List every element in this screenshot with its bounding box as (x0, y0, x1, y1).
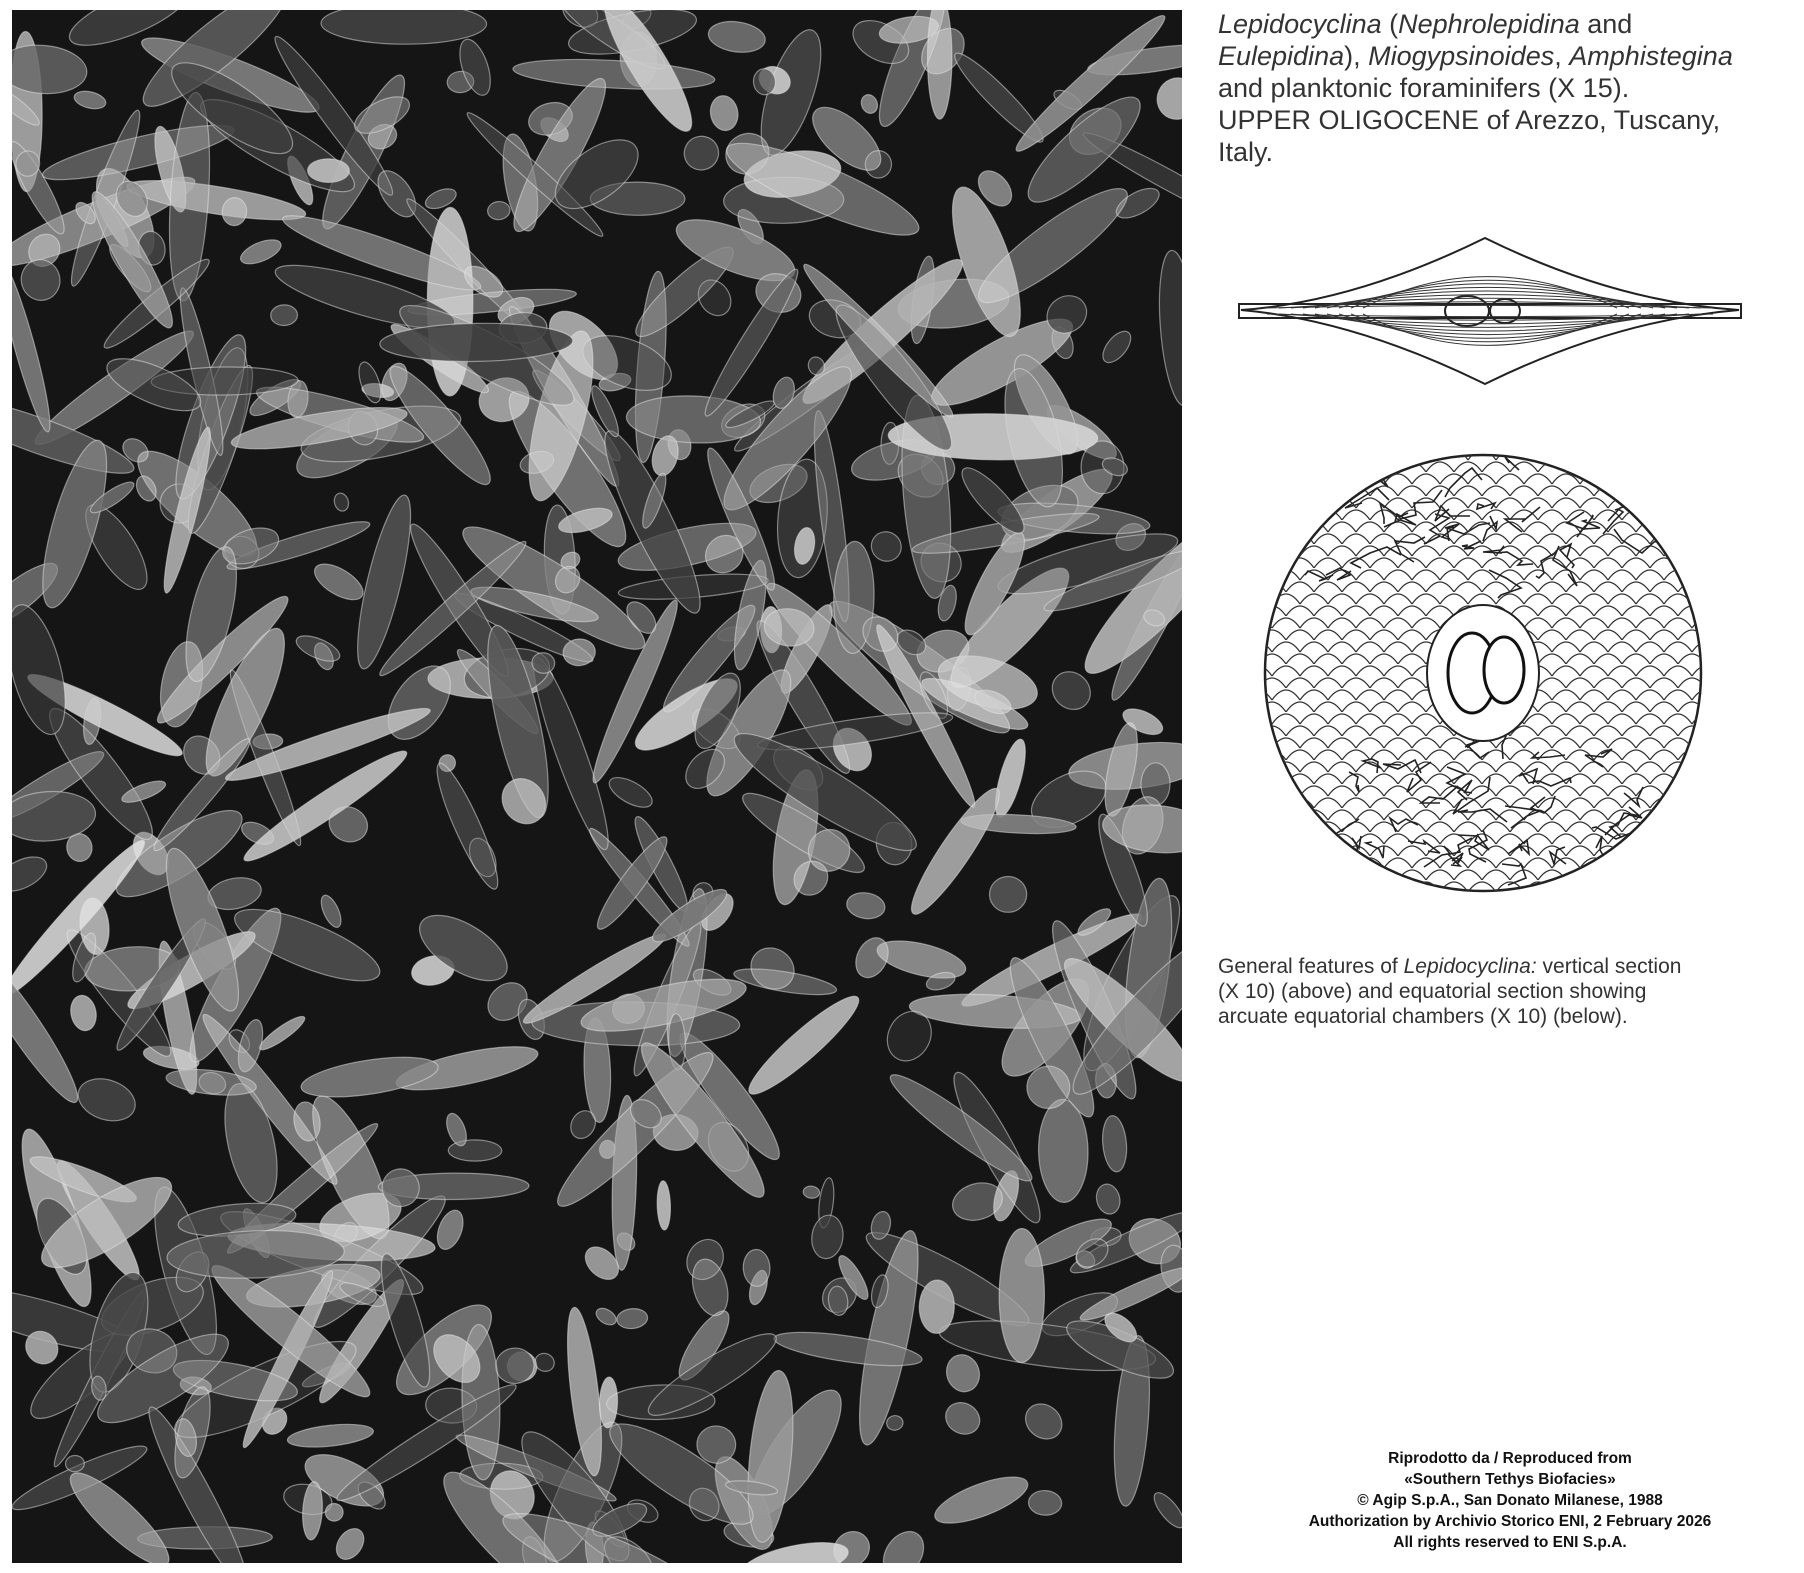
fossil-grain (706, 18, 767, 55)
fossil-grain (317, 892, 345, 930)
caption-text: and (1579, 9, 1633, 39)
fossil-grain (809, 1213, 846, 1260)
fossil-grain (65, 1455, 84, 1472)
fossil-grain (859, 92, 881, 116)
credit-line-4: Authorization by Archivio Storico ENI, 2 February 2026 (1308, 1513, 1712, 1530)
fossil-grain (72, 88, 107, 111)
fossil-grain (512, 55, 715, 93)
fossil-grain (487, 200, 511, 220)
fossil-grain (270, 304, 298, 326)
fossil-grain (12, 137, 72, 239)
protoconch (1445, 296, 1489, 326)
fossil-grain (12, 42, 89, 97)
fossil-grain (12, 850, 52, 898)
main-caption (1218, 8, 1798, 168)
fossil-grain (1098, 326, 1136, 367)
fossil-grain (73, 1072, 141, 1128)
fossil-grain (742, 1249, 770, 1287)
fossil-grain (940, 1397, 986, 1441)
subgenus-name: Nephrolepidina (1398, 9, 1580, 39)
genus-name: Lepidocyclina (1218, 9, 1382, 39)
genus-name: Miogypsinoides (1368, 41, 1555, 71)
fossil-grain (68, 993, 99, 1033)
genus-name: Lepidocyclina: (1403, 955, 1537, 978)
features-caption-line-3: arcuate equatorial chambers (X 10) (below). (1218, 1005, 1628, 1028)
caption-text: vertical section (1536, 955, 1682, 978)
main-caption-line-1 (1218, 8, 1798, 40)
fossil-grain (616, 1307, 649, 1330)
features-caption-line-2: (X 10) (above) and equatorial section showing (1218, 980, 1647, 1003)
fossil-grain (299, 1050, 441, 1105)
main-caption-line-5: Italy. (1218, 137, 1274, 167)
fossil-grain (928, 10, 952, 119)
fossil-grain (708, 94, 741, 133)
photomicrograph-texture (12, 10, 1182, 1563)
equatorial-section-drawing (1258, 448, 1708, 898)
fossil-grain (1038, 1099, 1089, 1203)
fossil-grain (1154, 249, 1182, 407)
genus-name: Amphistegina (1569, 41, 1733, 71)
fossil-grain (1019, 1397, 1069, 1446)
fossil-grain (1100, 1115, 1128, 1173)
credit-line-1: Riprodotto da / Reproduced from (1388, 1450, 1632, 1467)
fossil-grain (989, 876, 1027, 912)
chamber-crack (1318, 459, 1336, 485)
features-caption (1218, 954, 1798, 1029)
fossil-grain (60, 1462, 180, 1563)
fossil-grain (331, 1523, 370, 1563)
fossil-grain (605, 772, 657, 814)
fossil-grain (1151, 72, 1182, 126)
caption-text: , (1554, 41, 1570, 71)
main-caption-line-4: UPPER OLIGOCENE of Arezzo, Tuscany, (1218, 105, 1721, 135)
chamber-crack (1354, 465, 1383, 473)
fossil-grain (999, 1228, 1045, 1362)
fossil-grain (740, 987, 867, 1104)
fossil-grain (1093, 1182, 1122, 1217)
fossil-grain (850, 932, 895, 983)
chamber-crack (1639, 452, 1650, 475)
credit-line-3: © Agip S.p.A., San Donato Milanese, 1988 (1357, 1492, 1663, 1509)
fossil-grain (256, 1012, 308, 1054)
fossil-grain (332, 491, 350, 512)
fossil-grain (309, 557, 369, 607)
thin-section-photomicrograph (12, 10, 1182, 1563)
fossil-grain (286, 1421, 374, 1451)
fossil-grain (866, 526, 907, 567)
fossil-grain (930, 1468, 1033, 1533)
deuteroconch (1490, 299, 1520, 323)
fossil-grain (428, 758, 507, 894)
fossil-grain (321, 10, 487, 45)
caption-text: General features of (1218, 955, 1404, 978)
fossil-grain (875, 1524, 932, 1563)
fossil-grain (593, 1305, 619, 1328)
credit-line-2: «Southern Tethys Biofacies» (1404, 1471, 1616, 1488)
fossil-grain (1028, 1490, 1062, 1516)
fossil-grain (599, 1377, 618, 1428)
fossil-grain (237, 235, 284, 269)
fossil-grain (355, 359, 386, 405)
fossil-grain (886, 1414, 904, 1431)
main-caption-line-3: and planktonic foraminifers (X 15). (1218, 73, 1630, 103)
credit-line-5: All rights reserved to ENI S.p.A. (1393, 1534, 1627, 1551)
chamber-crack (1602, 463, 1618, 487)
fossil-grain (942, 1350, 984, 1396)
fossil-grain (803, 1185, 821, 1199)
fossil-grain (656, 1181, 671, 1231)
main-caption-line-2 (1218, 40, 1798, 72)
features-caption-line-1 (1218, 954, 1798, 979)
fossil-grain (1149, 1488, 1182, 1532)
subgenus-name: Eulepidina (1218, 41, 1345, 71)
chamber-crack (1598, 462, 1635, 488)
caption-text: ( (1381, 9, 1399, 39)
fossil-grain (125, 173, 308, 228)
fossil-grain (307, 159, 349, 183)
reproduction-credit (1260, 1448, 1760, 1553)
deuteroconch (1484, 637, 1524, 703)
caption-text: ), (1344, 41, 1369, 71)
fossil-grain (845, 890, 887, 921)
vertical-section-drawing (1235, 232, 1745, 392)
fossil-grain (680, 132, 723, 175)
